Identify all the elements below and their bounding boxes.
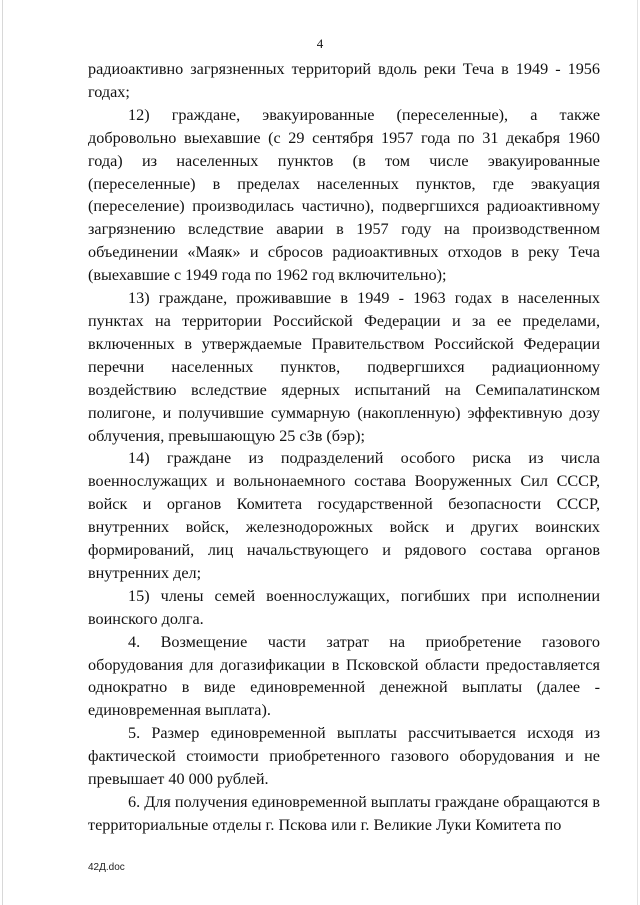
paragraph-continuation: радиоактивно загрязненных территорий вдоль реки Теча в 1949 - 1956 годах; (88, 60, 600, 101)
paragraph-item-14: 14) граждане из подразделений особого риска из числа военнослужащих и вольнонаемного состава Вооруженных Сил СССР, войск и органов Комитета государственной безопасности СССР, внутренних войск, железнодорожных войск и других воинских формирований, лиц начальствующего и рядового состава органов внутренних дел; (88, 449, 600, 582)
page-edge-left (2, 0, 3, 905)
page-number: 4 (316, 36, 324, 51)
paragraph-item-12: 12) граждане, эвакуированные (переселенные), а также добровольно выехавшие (с 29 сентября 1957 года по 31 декабря 1960 года) из населенных пунктов (в том числе эвакуированные (переселенные) в пределах населенных пунктов, где эвакуация (переселение) производилась частично), подвергшихся радиоактивному загрязнению вследствие аварии в 1957 году на производственном объединении «Маяк» и сбросов радиоактивных отходов в реку Теча (выехавшие с 1949 года по 1962 год включительно); (88, 105, 600, 285)
footer-file-name: 42Д.doc (88, 862, 125, 873)
paragraph-item-15: 15) члены семей военнослужащих, погибших при исполнении воинского долга. (88, 586, 600, 628)
document-body (88, 58, 600, 837)
paragraph-clause-4: 4. Возмещение части затрат на приобретение газового оборудования для догазификации в Псковской области предоставляется однократно в виде единовременной денежной выплаты (далее - единовременная выплата). (88, 632, 600, 720)
paragraph-clause-6: 6. Для получения единовременной выплаты граждане обращаются в территориальные отделы г. Пскова или г. Великие Луки Комитета по (88, 793, 600, 834)
paragraph-clause-5: 5. Размер единовременной выплаты рассчитывается исходя из фактической стоимости приобретенного газового оборудования и не превышает 40 000 рублей. (88, 724, 600, 789)
page-edge-right (637, 0, 638, 905)
paragraph-item-13: 13) граждане, проживавшие в 1949 - 1963 годах в населенных пунктах на территории Российской Федерации и за ее пределами, включенных в утверждаемые Правительством Российской Федерации перечни населенных пунктов, подвергшихся радиационному воздействию вследствие ядерных испытаний на Семипалатинском полигоне, и получившие суммарную (накопленную) эффективную дозу облучения, превышающую 25 сЗв (бэр); (88, 289, 600, 445)
